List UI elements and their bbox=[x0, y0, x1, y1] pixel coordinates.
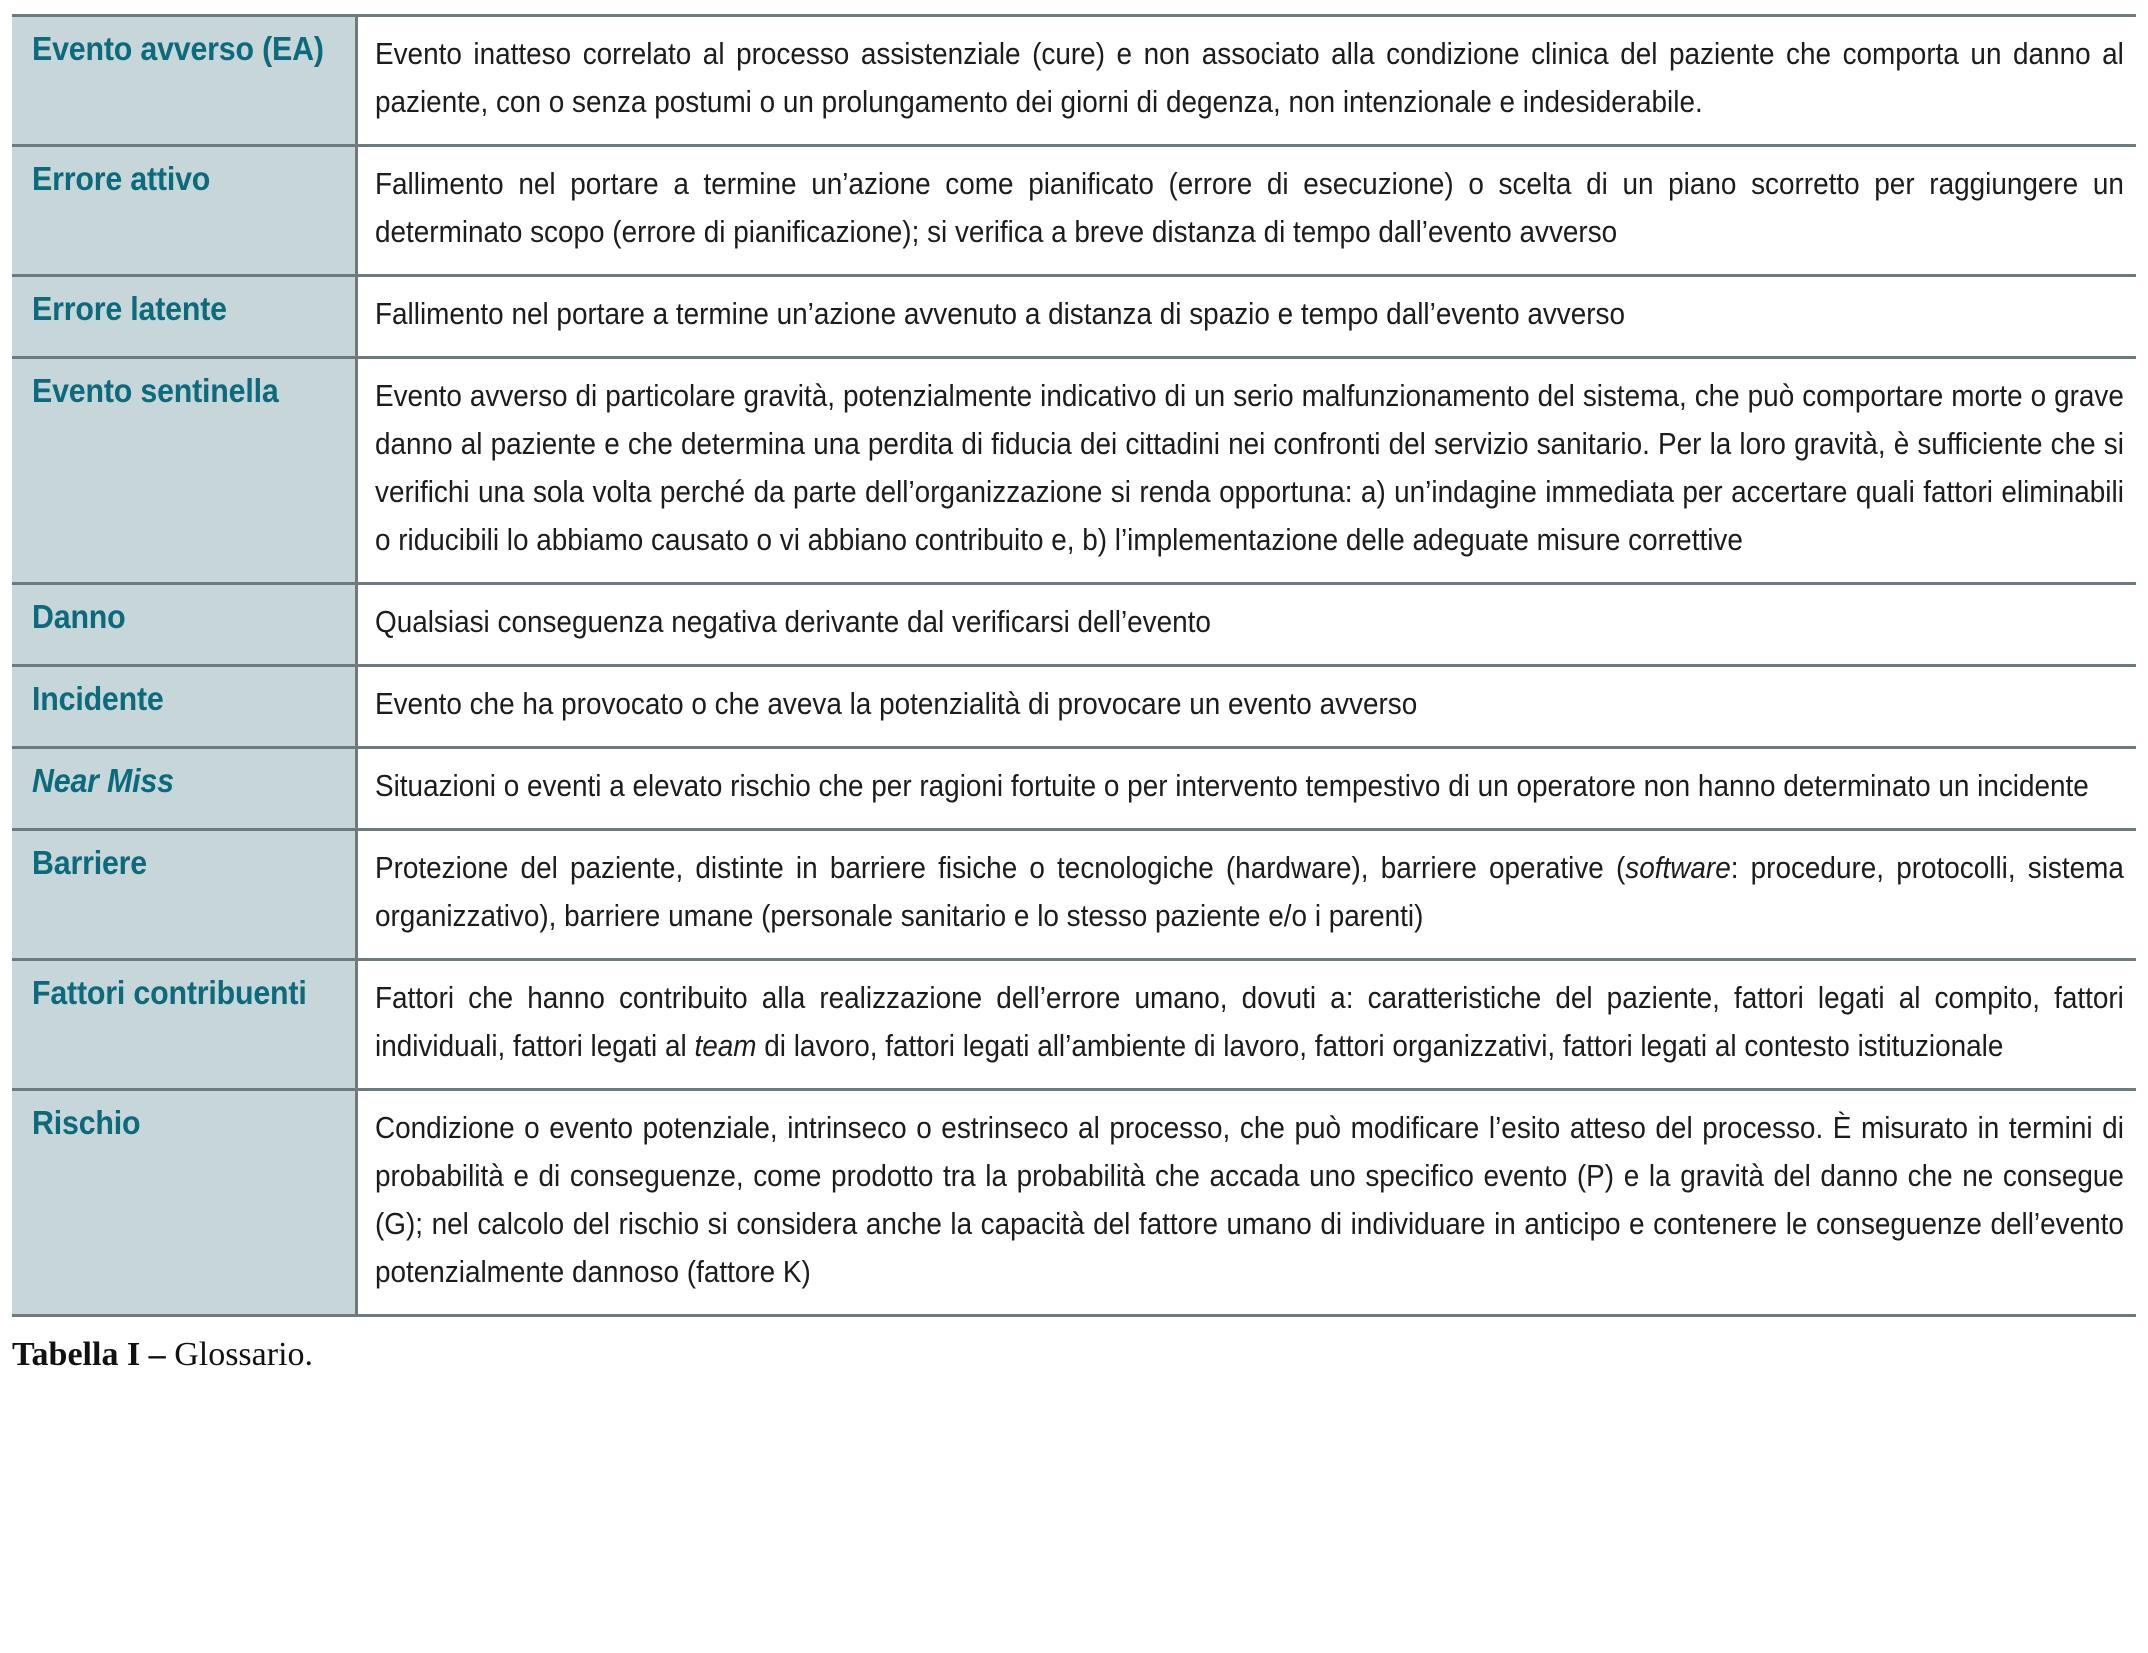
glossary-term-cell bbox=[12, 748, 356, 830]
table-caption-label: Tabella I – bbox=[12, 1336, 166, 1373]
glossary-term-cell bbox=[12, 276, 356, 358]
glossary-row bbox=[12, 584, 2136, 666]
glossary-row bbox=[12, 358, 2136, 584]
glossary-definition-text: Qualsiasi conseguenza negativa derivante dal verificarsi dell’evento bbox=[374, 604, 1211, 639]
glossary-table-page bbox=[0, 14, 2148, 1653]
glossary-term-label: Fattori contribuenti bbox=[32, 974, 307, 1011]
glossary-term-cell bbox=[12, 358, 356, 584]
glossary-definition-text: Situazioni o eventi a elevato rischio che per ragioni fortuite o per intervento tempestivo di un operatore non hanno determinato un incidente bbox=[374, 768, 2089, 803]
glossary-definition-cell bbox=[356, 830, 2136, 960]
glossary-definition-text: Condizione o evento potenziale, intrinseco o estrinseco al processo, che può modificare l’esito atteso del processo. È misurato in termini di probabilità e di conseguenze, come prodotto tra la probabilità che accada uno specifico evento (P) e la gravità del danno che ne consegue (G); nel calcolo del rischio si considera anche la capacità del fattore umano di individuare in anticipo e contenere le conseguenze dell’evento potenzialmente dannoso (fattore K) bbox=[374, 1110, 2124, 1289]
glossary-row bbox=[12, 666, 2136, 748]
glossary-row bbox=[12, 1090, 2136, 1316]
glossary-term-cell bbox=[12, 1090, 356, 1316]
glossary-definition-text: Evento che ha provocato o che aveva la potenzialità di provocare un evento avverso bbox=[374, 686, 1417, 721]
glossary-definition-cell bbox=[356, 276, 2136, 358]
glossary-term-cell bbox=[12, 666, 356, 748]
glossary-term-label: Errore latente bbox=[32, 290, 227, 327]
glossary-definition-text: Evento avverso di particolare gravità, potenzialmente indicativo di un serio malfunzionamento del sistema, che può comportare morte o grave danno al paziente e che determina una perdita di fiducia dei cittadini nei confronti del servizio sanitario. Per la loro gravità, è sufficiente che si verifichi una sola volta perché da parte dell’organizzazione si renda opportuna: a) un’indagine immediata per accertare quali fattori eliminabili o riducibili lo abbiamo causato o vi abbiano contribuito e, b) l’implementazione delle adeguate misure correttive bbox=[374, 378, 2124, 557]
glossary-definition-cell bbox=[356, 960, 2136, 1090]
table-caption bbox=[12, 1335, 2148, 1375]
glossary-term-label: Rischio bbox=[32, 1104, 141, 1141]
glossary-row bbox=[12, 276, 2136, 358]
glossary-definition-cell bbox=[356, 146, 2136, 276]
glossary-row bbox=[12, 16, 2136, 146]
glossary-term-label: Near Miss bbox=[32, 762, 174, 799]
glossary-definition-cell bbox=[356, 16, 2136, 146]
glossary-definition-text: Fallimento nel portare a termine un’azione come pianificato (errore di esecuzione) o scelta di un piano scorretto per raggiungere un determinato scopo (errore di pianificazione); si verifica a breve distanza di tempo dall’evento avverso bbox=[374, 166, 2124, 249]
glossary-definition-cell bbox=[356, 1090, 2136, 1316]
glossary-term-label: Evento sentinella bbox=[32, 372, 279, 409]
glossary-term-label: Errore attivo bbox=[32, 160, 211, 197]
table-caption-text: Glossario. bbox=[174, 1336, 314, 1373]
glossary-definition-cell bbox=[356, 666, 2136, 748]
glossary-term-label: Incidente bbox=[32, 680, 164, 717]
glossary-definition-text: Fattori che hanno contribuito alla realizzazione dell’errore umano, dovuti a: caratteristiche del paziente, fattori legati al compito, fattori individuali, fattori legati al team di lavoro, fattori legati all’ambiente di lavoro, fattori organizzativi, fattori legati al contesto istituzionale bbox=[374, 980, 2124, 1063]
glossary-term-cell bbox=[12, 830, 356, 960]
glossary-term-cell bbox=[12, 16, 356, 146]
glossary-term-label: Danno bbox=[32, 598, 126, 635]
glossary-row bbox=[12, 830, 2136, 960]
glossary-definition-cell bbox=[356, 584, 2136, 666]
glossary-term-cell bbox=[12, 146, 356, 276]
glossary-definition-cell bbox=[356, 358, 2136, 584]
glossary-definition-text: Evento inatteso correlato al processo assistenziale (cure) e non associato alla condizione clinica del paziente che comporta un danno al paziente, con o senza postumi o un prolungamento dei giorni di degenza, non intenzionale e indesiderabile. bbox=[374, 36, 2124, 119]
glossary-table bbox=[12, 14, 2136, 1317]
glossary-term-label: Barriere bbox=[32, 844, 147, 881]
glossary-term-label: Evento avverso (EA) bbox=[32, 30, 324, 67]
glossary-definition-cell bbox=[356, 748, 2136, 830]
glossary-term-cell bbox=[12, 960, 356, 1090]
glossary-definition-text: Fallimento nel portare a termine un’azione avvenuto a distanza di spazio e tempo dall’evento avverso bbox=[374, 296, 1625, 331]
glossary-row bbox=[12, 960, 2136, 1090]
glossary-row bbox=[12, 146, 2136, 276]
glossary-term-cell bbox=[12, 584, 356, 666]
glossary-table-body bbox=[12, 16, 2136, 1316]
glossary-row bbox=[12, 748, 2136, 830]
glossary-definition-text: Protezione del paziente, distinte in barriere fisiche o tecnologiche (hardware), barriere operative (software: procedure, protocolli, sistema organizzativo), barriere umane (personale sanitario e lo stesso paziente e/o i parenti) bbox=[374, 850, 2124, 933]
